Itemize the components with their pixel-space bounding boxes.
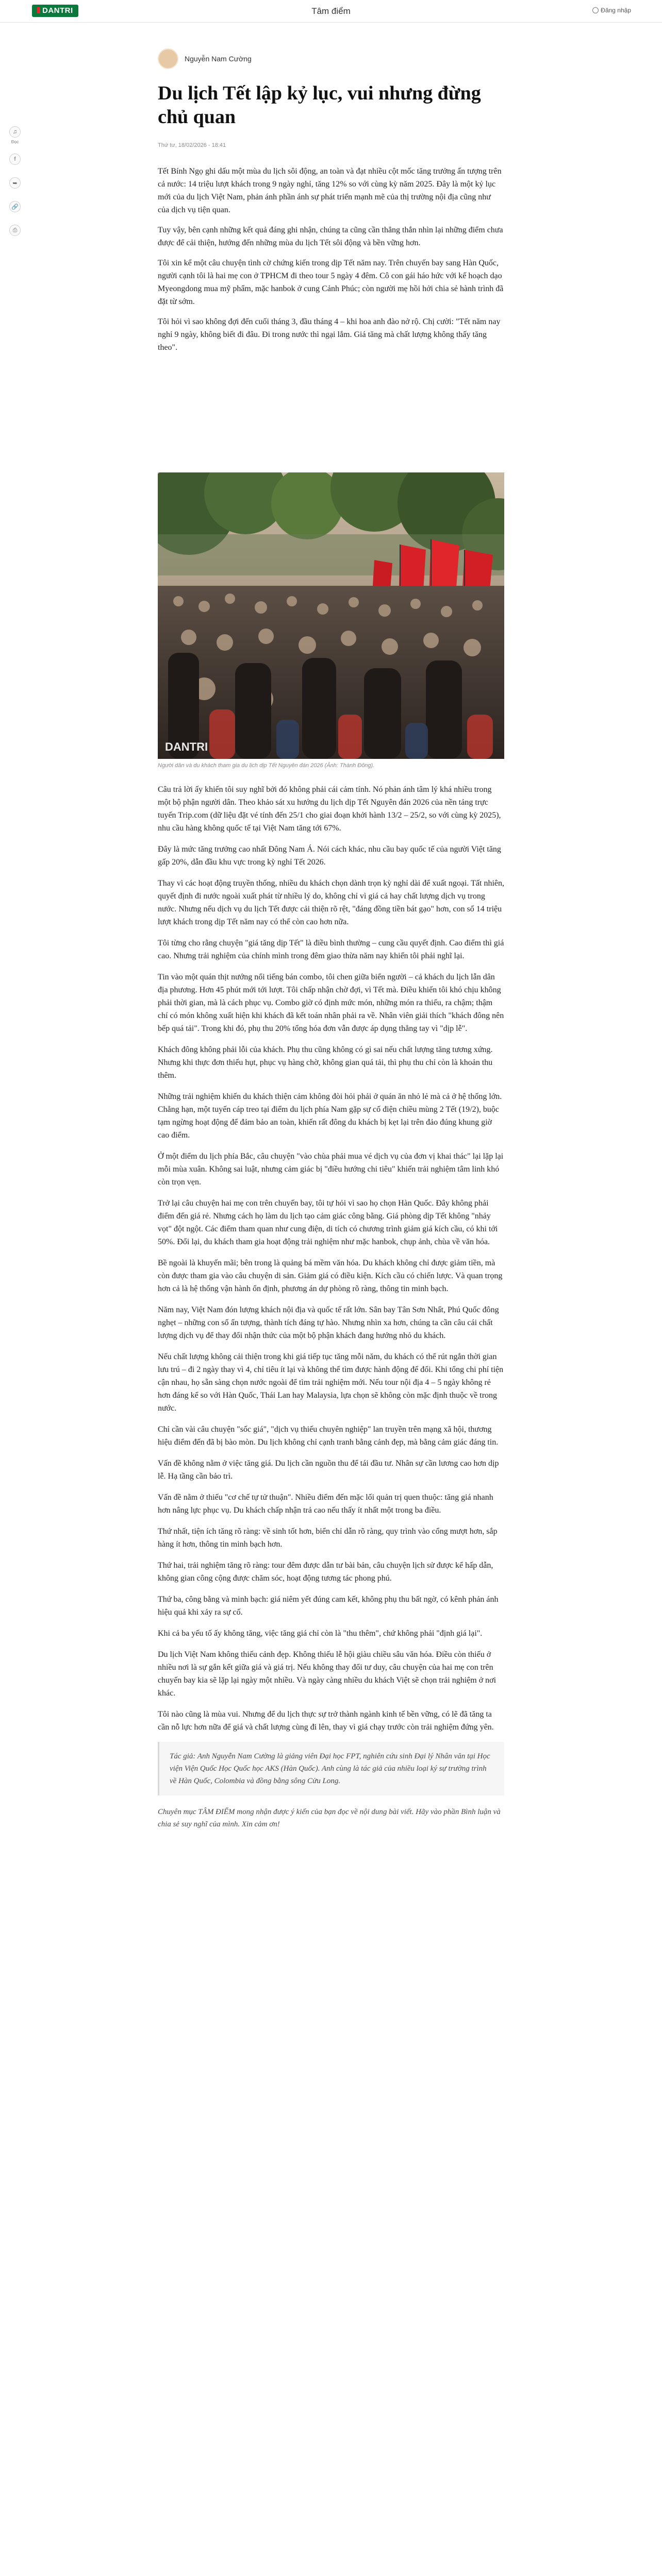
paragraph: Tôi hỏi vì sao không đợi đến cuối tháng 3, đầu tháng 4 – khi hoa anh đào nở rộ. Chị cười: "Tết năm nay nghỉ 9 ngày, không biết đi đâu. Đi trong nước thì ngại lắm. Giá tăng mà chất lượng không thấy tăng theo".	[158, 317, 501, 352]
paragraph: Thứ ba, công bằng và minh bạch: giá niêm yết đúng cam kết, không phụ thu bất ngờ, có kênh phản ánh hiệu quả khi xảy ra sự cố.	[158, 1595, 499, 1617]
column-note: Chuyên mục TÂM ĐIỂM mong nhận được ý kiến của bạn đọc về nội dung bài viết. Hãy vào phần Bình luận và chia sẻ suy nghĩ của mình. Xin cảm ơn!	[158, 1808, 501, 1828]
paragraph: Năm nay, Việt Nam đón lượng khách nội địa và quốc tế rất lớn. Sân bay Tân Sơn Nhất, Phú Quốc đông nghẹt – những con số ấn tượng, thành tích đáng tự hào. Nhưng nhìn xa hơn, chúng ta cần câu cái chất lượng dịch vụ để thay đổi nhận thức của một bộ phận khách đang hướng nhỏ du khách.	[158, 1306, 499, 1340]
link-icon[interactable]: 🔗	[9, 201, 21, 212]
paragraph: Chỉ cần vài câu chuyện "sốc giá", "dịch vụ thiếu chuyên nghiệp" lan truyền trên mạng xã hội, thương hiệu điểm đến đã bị bào mòn. Du lịch không chỉ cạnh tranh bằng cảnh đẹp, mà bằng cảm giác đáng tin.	[158, 1425, 499, 1447]
paragraph: Vấn đề nằm ở thiếu "cơ chế tự tử thuận". Nhiều điểm đến mặc lối quản trị quen thuộc: tăng giá nhanh hơn nâng lực phục vụ. Du khách chấp nhận trả cao nếu thấy ít nhất một trong ba điều.	[158, 1493, 493, 1515]
paragraph: Tôi từng cho rằng chuyện "giá tăng dịp Tết" là điều bình thường – cung cầu quyết định. Cao điểm thì giá cao. Nhưng trải nghiệm của chính mình trong đêm giao thừa năm nay khiến tôi phải nghĩ lại.	[158, 939, 504, 960]
author-name[interactable]: Nguyễn Nam Cường	[185, 55, 252, 63]
article-title: Du lịch Tết lập kỷ lục, vui nhưng đừng chủ quan	[158, 82, 481, 128]
article-body	[158, 783, 504, 1831]
paragraph: Thay vì các hoạt động truyền thống, nhiều du khách chọn dành trọn kỳ nghỉ dài để xuất ngoại. Tất nhiên, quyết định đi nước ngoài xuất phát từ nhiều lý do, không chỉ vì giá cả hay chất lượng dịch vụ trong nước. Nhưng nếu dịch vụ du lịch Tết được cải thiện rõ rệt, "đáng đồng tiền bát gạo" hơn, con số 14 triệu lượt khách trong dịp Tết năm nay có thể còn cao hơn nữa.	[158, 879, 504, 926]
paragraph: Khi cả ba yếu tố ấy không tăng, việc tăng giá chỉ còn là "thu thêm", chứ không phải "định giá lại".	[158, 1629, 483, 1638]
paragraph: Trở lại câu chuyện hai mẹ con trên chuyến bay, tôi tự hỏi vì sao họ chọn Hàn Quốc. Đây không phải điểm đến giá rẻ. Nhưng cách họ làm du lịch tạo cảm giác công bằng. Giá phòng dịp Tết không "nhảy vọt" đột ngột. Các điểm tham quan như cung điện, di tích có chương trình giảm giá kích cầu, có khi tới 50%. Đổi lại, du khách tham gia hoạt động trải nghiệm như mặc hanbok, chụp ảnh, chùa về văn hóa.	[158, 1199, 498, 1246]
paragraph: Tuy vậy, bên cạnh những kết quả đáng ghi nhận, chúng ta cũng cần thẳng thắn nhìn lại những điểm chưa được để cải thiện, hướng đến những mùa du lịch Tết sôi động và bền vững hơn.	[158, 226, 503, 247]
paragraph: Vấn đề không nằm ở việc tăng giá. Du lịch cần nguồn thu để tái đầu tư. Nhân sự cần lương cao hơn dịp lễ. Hạ tầng cần bảo trì.	[158, 1459, 499, 1481]
facebook-icon[interactable]: f	[9, 154, 21, 165]
paragraph: Đây là mức tăng trưởng cao nhất Đông Nam Á. Nói cách khác, nhu cầu bay quốc tế của người Việt tăng gấp 20%, dẫn đầu khu vực trong kỳ nghỉ Tết 2026.	[158, 845, 501, 867]
photo-caption: Người dân và du khách tham gia du lịch dịp Tết Nguyên đán 2026 (Ảnh: Thành Đông).	[158, 762, 375, 769]
share-icon[interactable]: ➥	[9, 177, 21, 189]
photo-watermark: DANTRI	[165, 740, 208, 753]
paragraph: Tôi nào cũng là mùa vui. Nhưng để du lịch thực sự trở thành ngành kinh tế bền vững, có lẽ đã tăng ta cần nỗ lực hơn nữa để giá và chất lượng cùng đi lên, thay vì giá chạy trước còn trải nghiệm đứng yên.	[158, 1710, 494, 1732]
login-link[interactable]: Đăng nhập	[592, 7, 631, 14]
top-header	[0, 0, 662, 23]
author-note: Tác giả: Anh Nguyễn Nam Cường là giảng viên Đại học FPT, nghiên cứu sinh Đại lý Nhân văn tại Học viện Viện Quốc Học Quốc học AKS (Hàn Quốc). Anh cùng là tác giả của nhiều loại ký sự trường trình về Hàn Quốc, Colombia và đồng bằng sông Cửu Long.	[158, 1742, 504, 1795]
paragraph: Bề ngoài là khuyến mãi; bên trong là quảng bá mềm văn hóa. Du khách không chỉ được giảm tiền, mà còn được tham gia vào câu chuyện di sản. Giảm giá có điều kiện. Kích cầu có chiến lược. Và quan trọng hơn cả là hệ thống vận hành ổn định, phương án dự phòng rõ ràng, thông tin minh bạch.	[158, 1259, 503, 1293]
paragraph: Tin vào một quán thịt nướng nổi tiếng bán combo, tôi chen giữa biển người – cả khách du lịch lẫn dân địa phương. Hơn 45 phút mới tới lượt. Tôi chấp nhận chờ đợi, vì Tết mà. Điều khiến tôi khó chịu không phải thời gian, mà là cách phục vụ. Combo giờ có định mức món, những món ra thiếu, ra chậm; thậm chí có món không xuất hiện khi khách đã kết toán nhân phải ra về. Nhân viên giải thích "khách đông nên bếp quá tải". Trong khi đó, phụ thu 20% tổng hóa đơn vẫn được áp dụng thẳng tay vì "dịp lễ".	[158, 973, 504, 1033]
author-avatar[interactable]	[158, 48, 178, 69]
paragraph: Tết Bính Ngọ ghi dấu một mùa du lịch sôi động, an toàn và đạt nhiều cột mốc tăng trưởng ấn tượng trên cả nước: 14 triệu lượt khách trong 9 ngày nghỉ, tăng 12% so với cùng kỳ năm 2025. Đây là một kỷ lục mới của du lịch Việt Nam, phản ánh phần ánh sự phát triển mạnh mẽ của thị trường nội địa cũng như của dịch vụ tiện quan.	[158, 167, 502, 214]
paragraph: Du lịch Việt Nam không thiếu cảnh đẹp. Không thiếu lễ hội giàu chiều sâu văn hóa. Điều còn thiếu ở nhiều nơi là sự gắn kết giữa giá và giá trị. Nếu không thay đổi tư duy, câu chuyện của hai mẹ con trên chuyến bay kia sẽ lặp lại ngày một nhiều. Và ngày càng nhiều du khách Việt sẽ chọn trải nghiệm ở nơi khác.	[158, 1650, 496, 1698]
print-icon[interactable]: ⎙	[9, 225, 21, 236]
paragraph: Ở một điểm du lịch phía Bắc, câu chuyện "vào chùa phải mua vé dịch vụ của đơn vị khai thác" lại lặp lại mỗi mùa xuân. Không sai luật, nhưng cảm giác bị "điều hướng chi tiêu" khiến trải nghiệm tâm linh khó còn trọn vẹn.	[158, 1152, 504, 1187]
paragraph: Câu trả lời ấy khiến tôi suy nghĩ bởi đó không phải cái cảm tính. Nó phản ánh tâm lý khá nhiều trong một bộ phận người dân. Theo khảo sát xu hướng du lịch dịp Tết Nguyên đán 2026 của nền tảng trực tuyến Trip.com (dữ liệu đặt vé tính đến 25/1 cho giai đoạn khởi hành 13/2 – 25/2, so với cùng kỳ 2025), nhu cầu hàng không quốc tế tại Việt Nam tăng tới 67%.	[158, 785, 501, 833]
podcast-icon[interactable]: ♫	[9, 126, 21, 138]
author-block[interactable]	[158, 48, 252, 69]
paragraph: Những trải nghiệm khiến du khách thiện cảm không đòi hỏi phải ở quán ăn nhỏ lẻ mà cả ở hệ thống lớn. Chẳng hạn, một tuyến cáp treo tại điểm du lịch phía Nam gặp sự cố điện chiều mùng 2 Tết (19/2), buộc tạm ngừng hoạt động để đảm bảo an toàn, khiến rất đông du khách bị kẹt lại trên đảo đúng khung giờ cao điểm.	[158, 1092, 502, 1140]
paragraph: Thứ nhất, tiện ích tăng rõ ràng: về sinh tốt hơn, biển chỉ dẫn rõ ràng, quy trình vào cổng mượt hơn, sắp hàng ít hơn, thông tin minh bạch hơn.	[158, 1527, 498, 1549]
rail-label-read: Đọc	[11, 140, 19, 144]
user-icon	[592, 7, 599, 13]
paragraph: Nếu chất lượng không cải thiện trong khi giá tiếp tục tăng mỗi năm, du khách có thể rút ngắn thời gian lưu trú – đi 2 ngày thay vì 4, chỉ tiêu ít lại và không thể tìm được hành động để đổi. Khi tổng chi phí tiện cận nhau, họ sẵn sàng chọn nước ngoài để tìm trải nghiệm mới. Nếu tour nội địa 4 – 5 ngày không rẻ hơn đáng kể so với Hàn Quốc, Thái Lan hay Malaysia, lựa chọn sẽ không còn mặc định thuộc về trong nước.	[158, 1352, 504, 1413]
article-intro	[158, 165, 504, 361]
site-logo[interactable]: DANTRI	[32, 5, 78, 17]
section-title[interactable]: Tâm điểm	[311, 6, 351, 16]
paragraph: Tôi xin kể một câu chuyện tình cờ chứng kiến trong dịp Tết năm nay. Trên chuyến bay sang Hàn Quốc, người cạnh tôi là hai mẹ con ở TPHCM đi theo tour 5 ngày 4 đêm. Cô con gái háo hức với kế hoạch dạo Myeongdong mua mỹ phẩm, mặc hanbok ở cung Cảnh Phúc; còn người mẹ hồi hởi chia sẻ hành trình đã đặt từ sớm.	[158, 259, 504, 306]
article-date: Thứ tư, 18/02/2026 - 18:41	[158, 142, 226, 148]
paragraph: Thứ hai, trải nghiệm tăng rõ ràng: tour đêm được dẫn tư bài bản, câu chuyện lịch sử được kể hấp dẫn, không gian công cộng được chăm sóc, hoạt động tương tác phong phú.	[158, 1561, 493, 1583]
share-rail	[9, 126, 21, 248]
paragraph: Khách đông không phải lỗi của khách. Phụ thu cũng không có gì sai nếu chất lượng tăng tương xứng. Nhưng khi thực đơn thiếu hụt, phục vụ hàng chờ, không gian quá tải, thì phụ thu chỉ còn là khoản thu thêm.	[158, 1045, 493, 1080]
article-photo[interactable]	[158, 472, 504, 759]
crowd-photo	[158, 472, 504, 759]
